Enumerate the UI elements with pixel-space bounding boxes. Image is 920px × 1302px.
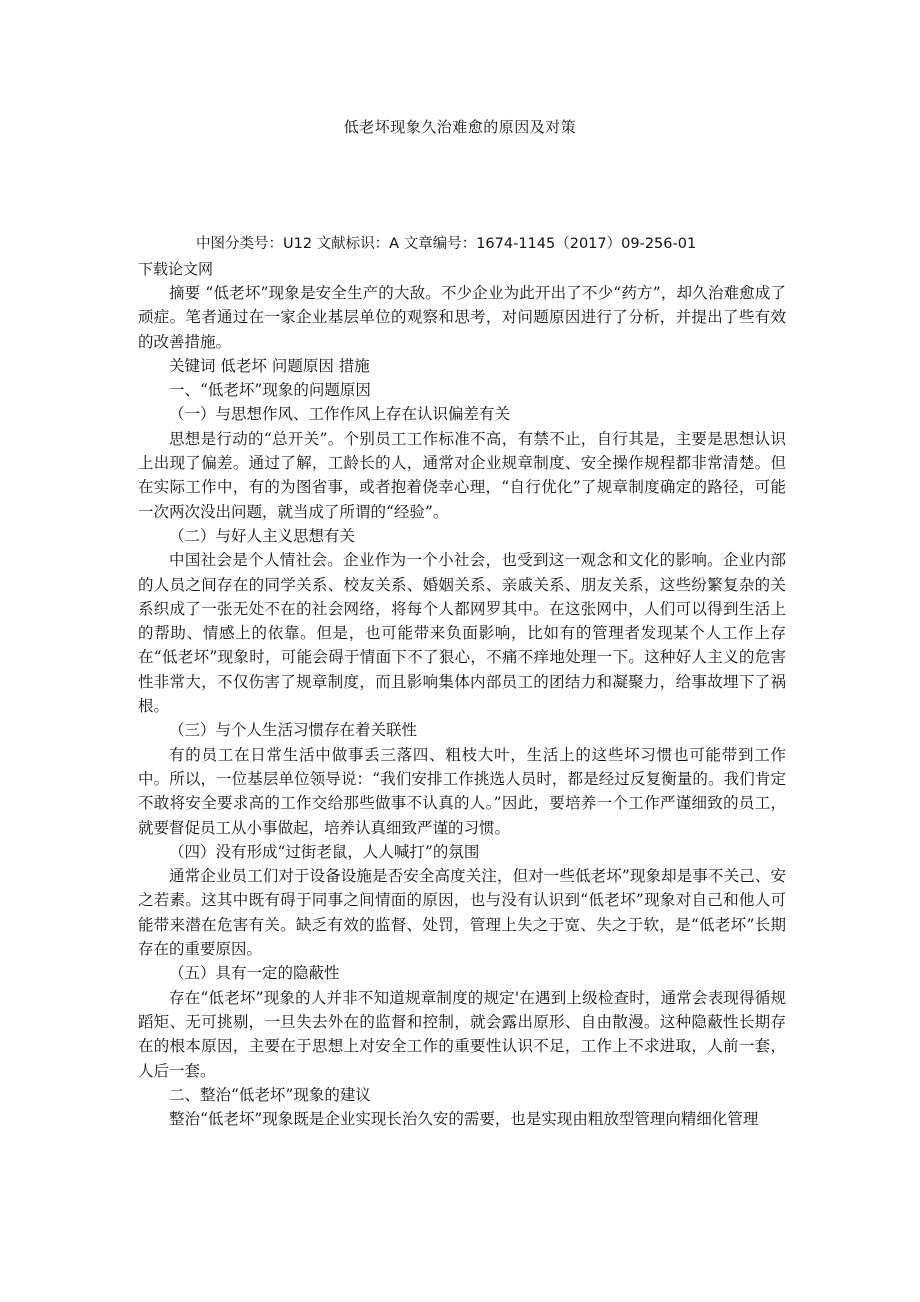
source-label: 下载论文网: [138, 260, 214, 278]
body-paragraph: 有的员工在日常生活中做事丢三落四、粗枝大叶，生活上的这些坏习惯也可能带到工作中。所以，一位基层单位领导说：“我们安排工作挑选人员时，都是经过反复衡量的。我们肯定不敢将安全要求高的工作交给那些做事不认真的人。”因此，要培养一个工作严谨细致的员工，就要督促员工从小事做起，培养认真细致严谨的习惯。: [138, 745, 786, 837]
body-paragraph: 中国社会是个人情社会。企业作为一个小社会，也受到这一观念和文化的影响。企业内部的人员之间存在的同学关系、校友关系、婚姻关系、亲戚关系、朋友关系，这些纷繁复杂的关系织成了一张无处不在的社会网络，将每个人都网罗其中。在这张网中，人们可以得到生活上的帮助、情感上的依靠。但是，也可能带来负面影响，比如有的管理者发现某个人工作上存在“低老坏”现象时，可能会碍于情面下不了狠心，不痛不痒地处理一下。这种好人主义的危害性非常大，不仅伤害了规章制度，而且影响集体内部员工的团结力和凝聚力，给事故埋下了祸根。: [138, 551, 786, 716]
subsection-heading-1: （一）与思想作风、工作作风上存在认识偏差有关: [169, 405, 511, 424]
body-paragraph: 思想是行动的“总开关”。个别员工工作标准不高，有禁不止，自行其是，主要是思想认识上出现了偏差。通过了解，工龄长的人，通常对企业规章制度、安全操作规程都非常清楚。但在实际工作中，有的为图省事，或者抱着侥幸心理，“自行优化”了规章制度确定的路径，可能一次两次没出问题，就当成了所谓的“经验”。: [138, 429, 786, 521]
body-paragraph: 通常企业员工们对于设备设施是否安全高度关注，但对一些低老坏”现象却是事不关己、安之若素。这其中既有碍于同事之间情面的原因，也与没有认识到“低老坏”现象对自己和他人可能带来潜在危害有关。缺乏有效的监督、处罚，管理上失之于宽、失之于软，是“低老坏”长期存在的重要原因。: [138, 867, 786, 959]
body-paragraph: 整治“低老坏”现象既是企业实现长治久安的需要，也是实现由粗放型管理向精细化管理: [169, 1110, 759, 1129]
classification-line: 中图分类号：U12 文献标识：A 文章编号：1674-1145（2017）09-256-01: [196, 236, 697, 252]
subsection-heading-2: （二）与好人主义思想有关: [169, 526, 356, 545]
abstract-paragraph: 摘要 “低老坏”现象是安全生产的大敌。不少企业为此开出了不少“药方”，却久治难愈成了顽症。笔者通过在一家企业基层单位的观察和思考，对问题原因进行了分析，并提出了些有效的改善措施。: [138, 284, 786, 351]
keywords-line: 关键词 低老坏 问题原因 措施: [169, 356, 370, 375]
subsection-heading-4: （四）没有形成“过街老鼠，人人喊打”的氛围: [169, 842, 480, 861]
body-paragraph: 存在“低老坏”现象的人并非不知道规章制度的规定'在遇到上级检查时，通常会表现得循规蹈矩、无可挑剔，一旦失去外在的监督和控制，就会露出原形、自由散漫。这种隐蔽性长期存在的根本原因，主要在于思想上对安全工作的重要性认识不足，工作上不求进取，人前一套，人后一套。: [138, 988, 786, 1080]
document-title: 低老坏现象久治难愈的原因及对策: [343, 118, 577, 136]
section-heading-2: 二、整治“低老坏”现象的建议: [169, 1085, 371, 1104]
article-body: [138, 281, 786, 1131]
section-heading-1: 一、“低老坏”现象的问题原因: [169, 381, 371, 400]
subsection-heading-3: （三）与个人生活习惯存在着关联性: [169, 721, 418, 740]
subsection-heading-5: （五）具有一定的隐蔽性: [169, 964, 340, 983]
